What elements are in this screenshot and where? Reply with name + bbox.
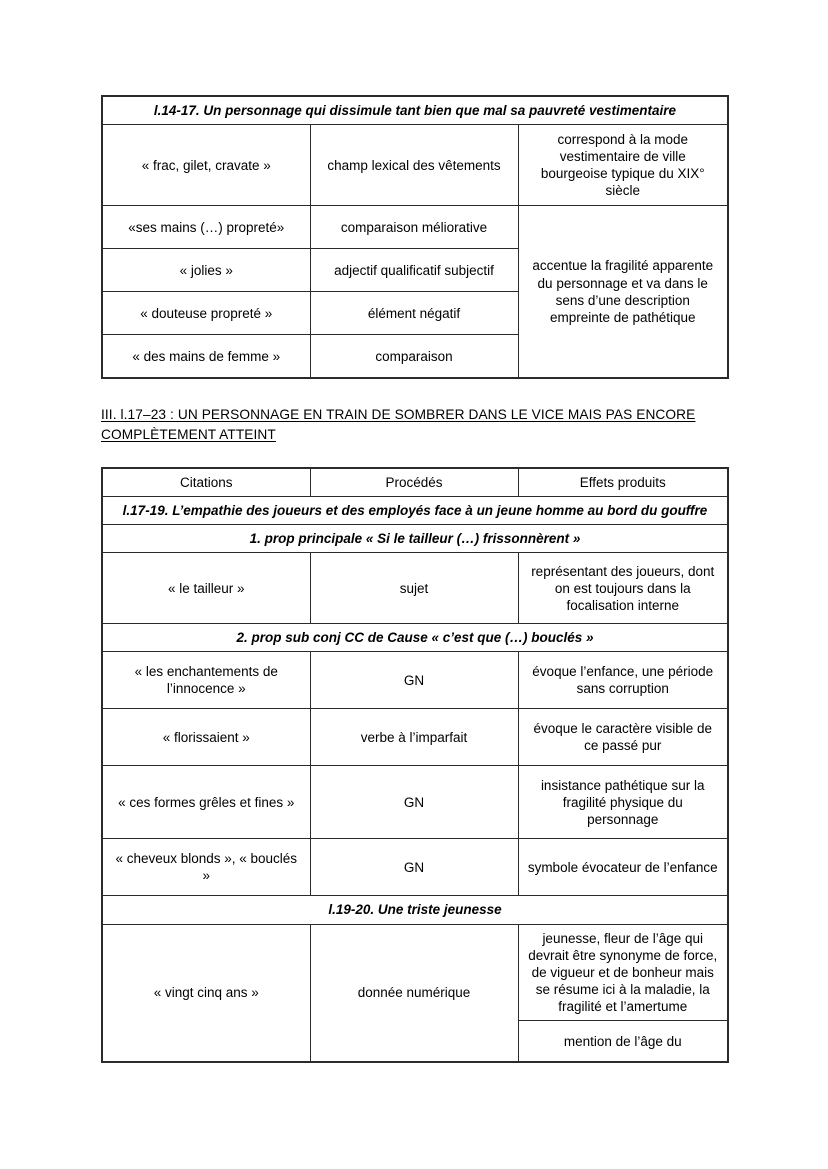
table-row — [102, 709, 728, 766]
table-row — [102, 553, 728, 624]
table-row — [102, 206, 728, 249]
table-row — [102, 652, 728, 709]
table-row — [102, 766, 728, 839]
table-row — [102, 96, 728, 125]
procede-cell: verbe à l’imparfait — [310, 709, 518, 766]
citation-cell: « les enchantements de l’innocence » — [102, 652, 310, 709]
effet-cell: évoque le caractère visible de ce passé pur — [518, 709, 728, 766]
citation-cell: « florissaient » — [102, 709, 310, 766]
effet-cell: évoque l’enfance, une période sans corruption — [518, 652, 728, 709]
effet-cell: représentant des joueurs, dont on est toujours dans la focalisation interne — [518, 553, 728, 624]
analysis-table-two — [101, 467, 729, 1063]
citation-cell: « vingt cinq ans » — [102, 924, 310, 1062]
top-margin-spacer — [101, 0, 727, 95]
column-header-citations: Citations — [102, 468, 310, 497]
table-row — [102, 896, 728, 924]
procede-cell: élément négatif — [310, 292, 518, 335]
citation-cell: « le tailleur » — [102, 553, 310, 624]
procede-cell: champ lexical des vêtements — [310, 125, 518, 206]
document-page — [101, 0, 727, 1063]
procede-cell: donnée numérique — [310, 924, 518, 1062]
procede-cell: comparaison méliorative — [310, 206, 518, 249]
table-row — [102, 125, 728, 206]
section-banner-l17-19: l.17-19. L’empathie des joueurs et des employés face à un jeune homme au bord du gouffre — [102, 497, 728, 525]
effet-cell: correspond à la mode vestimentaire de ville bourgeoise typique du XIX° siècle — [518, 125, 728, 206]
procede-cell: adjectif qualificatif subjectif — [310, 249, 518, 292]
table-row — [102, 525, 728, 553]
section-heading-iii: III. l.17–23 : UN PERSONNAGE EN TRAIN DE SOMBRER DANS LE VICE MAIS PAS ENCORE COMPLÈTEMENT ATTEINT — [101, 407, 696, 442]
table-row — [102, 624, 728, 652]
effet-cell: symbole évocateur de l’enfance — [518, 839, 728, 896]
section-banner-prop-sub-conj: 2. prop sub conj CC de Cause « c’est que (…) bouclés » — [102, 624, 728, 652]
procede-cell: sujet — [310, 553, 518, 624]
citation-cell: « jolies » — [102, 249, 310, 292]
citation-cell: « des mains de femme » — [102, 335, 310, 379]
section-banner-l19-20: l.19-20. Une triste jeunesse — [102, 896, 728, 924]
procede-cell: GN — [310, 839, 518, 896]
citation-cell: « ces formes grêles et fines » — [102, 766, 310, 839]
table-header-row — [102, 468, 728, 497]
effet-cell-continued: mention de l’âge du — [518, 1021, 728, 1063]
table-row — [102, 924, 728, 1021]
column-header-effets: Effets produits — [518, 468, 728, 497]
procede-cell: GN — [310, 652, 518, 709]
table-row — [102, 839, 728, 896]
section-banner-l14-17: l.14-17. Un personnage qui dissimule tant bien que mal sa pauvreté vestimentaire — [102, 96, 728, 125]
section-banner-prop-principale: 1. prop principale « Si le tailleur (…) frissonnèrent » — [102, 525, 728, 553]
analysis-table-one — [101, 95, 729, 379]
effet-cell: insistance pathétique sur la fragilité physique du personnage — [518, 766, 728, 839]
citation-cell: « frac, gilet, cravate » — [102, 125, 310, 206]
citation-cell: «ses mains (…) propreté» — [102, 206, 310, 249]
effet-cell-merged: accentue la fragilité apparente du personnage et va dans le sens d’une description empreinte de pathétique — [518, 206, 728, 379]
procede-cell: GN — [310, 766, 518, 839]
column-header-procedes: Procédés — [310, 468, 518, 497]
procede-cell: comparaison — [310, 335, 518, 379]
table-row — [102, 497, 728, 525]
citation-cell: « cheveux blonds », « bouclés » — [102, 839, 310, 896]
spacer-after-table-one — [101, 379, 727, 405]
effet-cell: jeunesse, fleur de l’âge qui devrait être synonyme de force, de vigueur et de bonheur mais se résume ici à la maladie, la fragilité et l’amertume — [518, 924, 728, 1021]
spacer-before-table-two — [101, 445, 727, 467]
citation-cell: « douteuse propreté » — [102, 292, 310, 335]
